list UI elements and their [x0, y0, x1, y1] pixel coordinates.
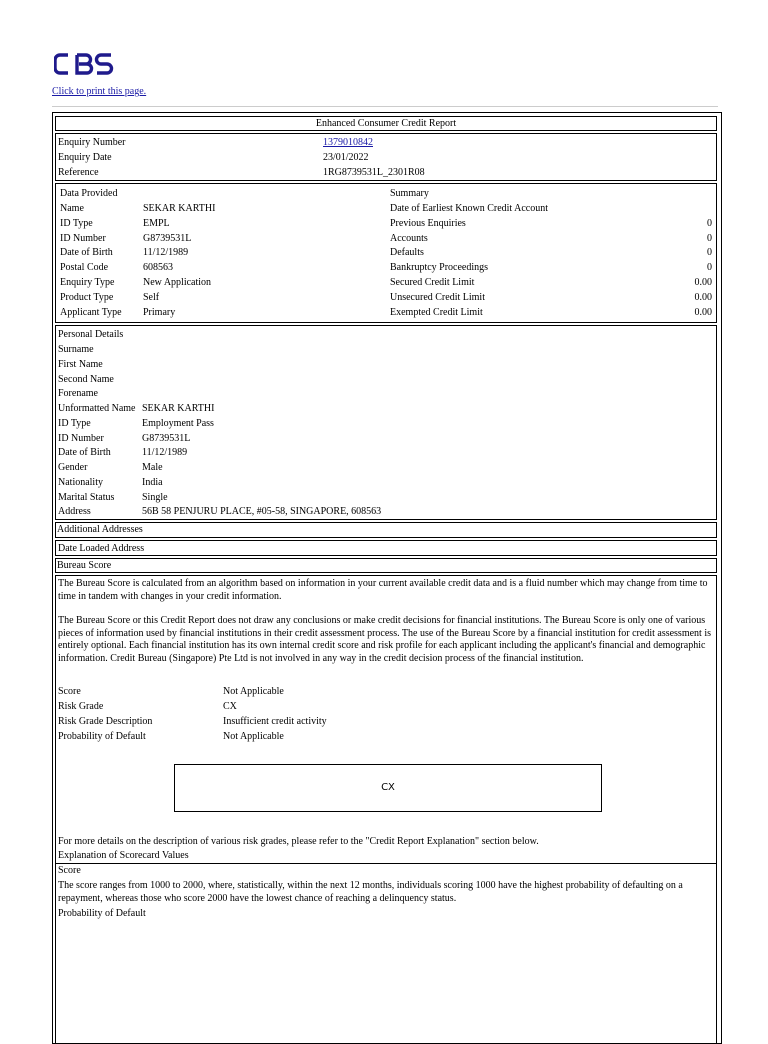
summary-value: 0 — [707, 232, 712, 244]
bureau-score-label: Risk Grade Description — [58, 716, 153, 727]
additional-addresses-heading: Additional Addresses — [57, 524, 143, 535]
bureau-score-heading: Bureau Score — [57, 560, 112, 571]
personal-detail-value: India — [142, 476, 163, 488]
date-loaded-address-section — [55, 540, 717, 556]
risk-grade-box: CX — [174, 764, 602, 812]
data-provided-value: 11/12/1989 — [143, 247, 189, 259]
data-provided-value: 608563 — [143, 262, 173, 274]
enquiry-number-label: Enquiry Number — [58, 137, 126, 148]
summary-label: Secured Credit Limit — [390, 277, 475, 288]
bureau-score-value: Insufficient credit activity — [223, 716, 327, 727]
score-explanation: The score ranges from 1000 to 2000, where, statistically, within the next 12 months, individuals scoring 1000 have the highest probability of defaulting on a repayment, whereas those who score 2000 have the lowest chance of reaching a delinquency status. — [58, 880, 683, 904]
print-page-link[interactable]: Click to print this page. — [52, 86, 147, 97]
bureau-score-section — [55, 575, 717, 1044]
bureau-score-intro: The Bureau Score is calculated from an algorithm based on information in your current available credit data and is a fluid number which may change from time to time in tandem with changes in your credit information. — [58, 578, 708, 602]
personal-detail-label: Unformatted Name — [58, 403, 136, 414]
data-provided-value: New Application — [143, 277, 212, 288]
personal-detail-value: Employment Pass — [142, 417, 214, 429]
summary-value: 0.00 — [694, 306, 712, 318]
data-provided-heading: Data Provided — [60, 188, 118, 199]
summary-heading: Summary — [390, 188, 429, 199]
data-provided-label: Name — [60, 203, 84, 214]
data-provided-value: G8739531L — [143, 232, 192, 244]
divider — [52, 106, 718, 107]
risk-grade-note: For more details on the description of various risk grades, please refer to the "Credit Report Explanation" section below. — [58, 836, 539, 847]
pod-heading: Probability of Default — [58, 908, 146, 919]
summary-label: Defaults — [390, 247, 424, 259]
bureau-score-value: CX — [223, 701, 237, 712]
summary-label: Unsecured Credit Limit — [390, 291, 485, 303]
summary-label: Previous Enquiries — [390, 217, 466, 229]
personal-detail-label: Second Name — [58, 373, 114, 385]
bureau-score-label: Probability of Default — [58, 731, 146, 742]
personal-details-heading: Personal Details — [58, 329, 124, 340]
additional-addresses-section — [55, 522, 717, 538]
data-provided-value: SEKAR KARTHI — [143, 203, 216, 214]
data-provided-label: Enquiry Type — [60, 277, 115, 288]
bureau-score-label: Risk Grade — [58, 701, 104, 712]
credit-report — [52, 112, 722, 1044]
personal-detail-value: Single — [142, 491, 168, 503]
score-heading: Score — [58, 865, 81, 876]
personal-detail-label: Gender — [58, 462, 88, 473]
data-provided-value: Primary — [143, 306, 176, 318]
enquiry-date-label: Enquiry Date — [58, 152, 112, 163]
enquiry-number-link[interactable]: 1379010842 — [323, 137, 373, 148]
personal-detail-label: ID Type — [58, 417, 91, 429]
summary-label: Bankruptcy Proceedings — [390, 262, 489, 274]
date-loaded-address-heading: Date Loaded Address — [58, 543, 145, 554]
bureau-score-label: Score — [58, 686, 81, 697]
personal-detail-label: First Name — [58, 358, 103, 370]
data-provided-label: Product Type — [60, 291, 114, 303]
summary-value: 0.00 — [694, 277, 712, 288]
summary-value: 0 — [707, 262, 712, 274]
data-provided-label: Applicant Type — [60, 306, 122, 318]
data-provided-label: Date of Birth — [60, 247, 113, 259]
cbs-logo — [54, 53, 128, 75]
personal-detail-value: G8739531L — [142, 432, 191, 444]
personal-detail-label: ID Number — [58, 432, 104, 444]
bureau-score-value: Not Applicable — [223, 686, 284, 697]
summary-label: Exempted Credit Limit — [390, 306, 483, 318]
personal-detail-value: 56B 58 PENJURU PLACE, #05-58, SINGAPORE, 608563 — [142, 506, 382, 518]
data-provided-label: ID Type — [60, 217, 93, 229]
personal-details-section — [55, 325, 717, 520]
data-provided-section — [55, 183, 717, 323]
personal-detail-value: 11/12/1989 — [142, 447, 188, 459]
bureau-score-disclaimer: The Bureau Score or this Credit Report does not draw any conclusions or make credit decisions for financial institutions. The Bureau Score is only one of various pieces of information used by financial institutions in their credit assessment process. The use of the Bureau Score by a financial institution for credit assessment is entirely optional. Each financial institution has its own internal credit score and risk profile for each applicant including the applicant's financial and demographic information. Credit Bureau (Singapore) Pte Ltd is not involved in any way in the credit decision process of the financial institution. — [58, 615, 711, 664]
data-provided-label: Postal Code — [60, 262, 109, 274]
summary-label: Accounts — [390, 232, 428, 244]
explanation-heading: Explanation of Scorecard Values — [58, 850, 189, 861]
reference-label: Reference — [58, 167, 99, 178]
bureau-score-value: Not Applicable — [223, 731, 284, 742]
personal-detail-value: Male — [142, 462, 163, 473]
report-title: Enhanced Consumer Credit Report — [55, 116, 717, 131]
summary-value: 0.00 — [694, 291, 712, 303]
summary-label: Date of Earliest Known Credit Account — [390, 203, 549, 214]
summary-value: 0 — [707, 217, 712, 229]
reference-value: 1RG8739531L_2301R08 — [323, 167, 425, 178]
data-provided-value: Self — [143, 291, 160, 303]
explanation-divider — [56, 863, 716, 864]
data-provided-value: EMPL — [143, 217, 170, 229]
personal-detail-label: Date of Birth — [58, 447, 111, 459]
summary-value: 0 — [707, 247, 712, 259]
personal-detail-label: Marital Status — [58, 491, 115, 503]
personal-detail-value: SEKAR KARTHI — [142, 403, 215, 414]
bureau-score-title-box — [55, 558, 717, 573]
enquiry-section — [55, 133, 717, 181]
personal-detail-label: Surname — [58, 344, 94, 355]
enquiry-date-value: 23/01/2022 — [323, 152, 369, 163]
personal-detail-label: Nationality — [58, 476, 103, 488]
personal-detail-label: Forename — [58, 388, 98, 400]
data-provided-label: ID Number — [60, 232, 106, 244]
personal-detail-label: Address — [58, 506, 91, 518]
